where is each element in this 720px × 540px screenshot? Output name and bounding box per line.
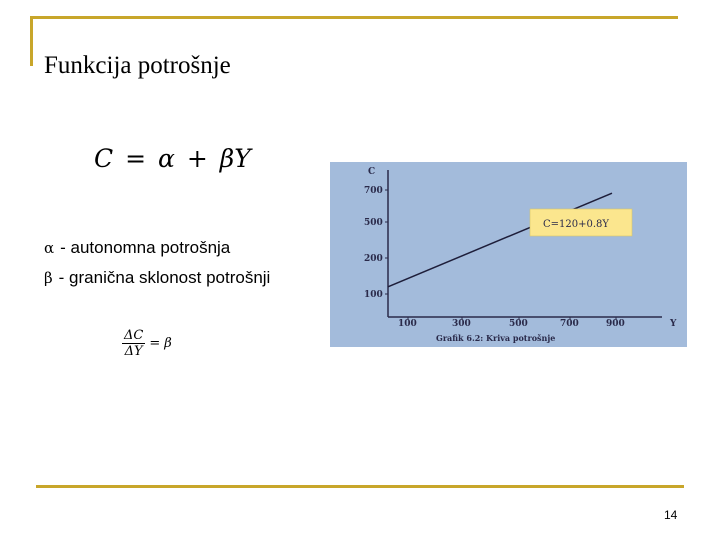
annotation-label: C=120+0.8Y [543,219,610,230]
frame-top-line [30,16,678,19]
alpha-definition-text: - autonomna potrošnja [60,238,231,257]
x-tick-label-4: 900 [606,319,625,329]
formula-beta-y: βY [219,144,251,173]
definition-beta [44,268,270,288]
y-tick-label-0: 100 [364,290,383,300]
chart-caption: Grafik 6.2: Kriva potrošnje [436,333,556,343]
page-number: 14 [664,508,678,522]
consumption-chart [330,162,687,347]
formula-lhs: C [94,144,114,173]
ratio-fraction [122,328,145,359]
ratio-numerator: ΔC [124,328,144,343]
frame-left-line [30,16,33,66]
ratio-result: β [164,336,172,351]
beta-definition-text: - granična sklonost potrošnji [58,268,271,287]
y-tick-label-3: 700 [364,186,383,196]
formula-plus: + [186,144,208,173]
formula-alpha: α [158,144,175,173]
x-tick-label-2: 500 [509,319,528,329]
y-tick-label-2: 500 [364,218,383,228]
mpc-ratio [122,328,172,359]
consumption-formula [94,144,251,173]
frame-bottom-line [36,485,684,488]
beta-symbol: β [44,269,53,287]
slide-title: Funkcija potrošnje [44,52,231,79]
formula-equals: = [125,144,147,173]
x-tick-label-0: 100 [398,319,417,329]
definition-alpha [44,238,230,258]
x-tick-label-1: 300 [452,319,471,329]
alpha-symbol: α [44,239,55,257]
y-axis-label: C [368,167,376,177]
x-axis-label: Y [670,319,677,329]
ratio-denominator: ΔY [124,344,143,359]
y-tick-label-1: 200 [364,254,383,264]
x-tick-label-3: 700 [560,319,579,329]
ratio-equals: = [149,336,161,351]
